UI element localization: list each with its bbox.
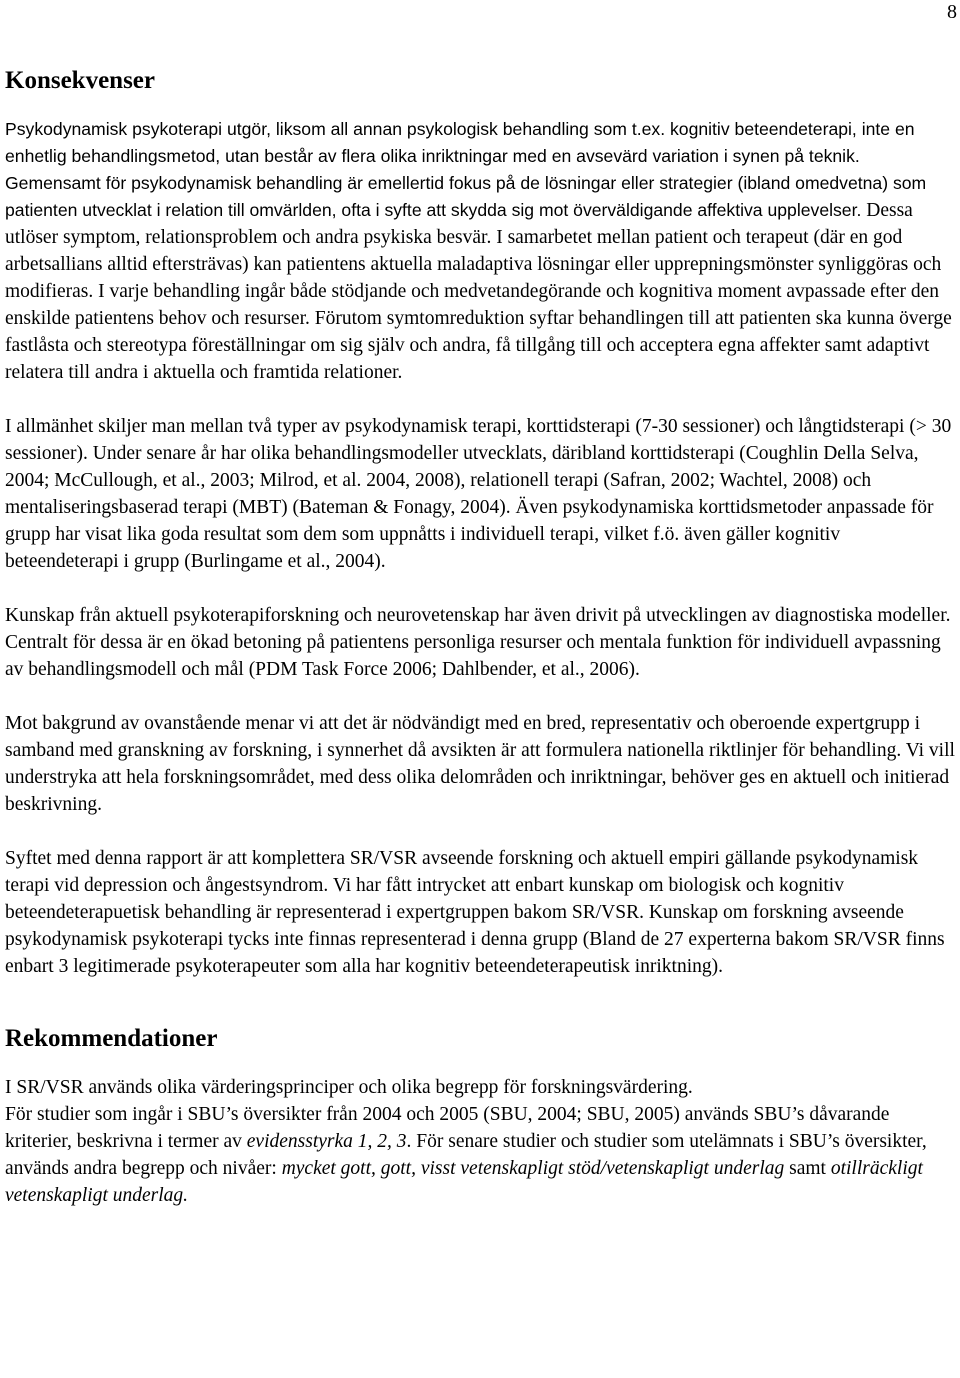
paragraph-expert-group: Mot bakgrund av ovanstående menar vi att det är nödvändigt med en bred, representativ och oberoende expertgrupp i samband med granskning av forskning, i synnerhet då avsikten är att formulera nationella riktlinjer för behandling. Vi vill understryka att hela forskningsområdet, med dess olika delområden och inriktningar, behöver ges en aktuell och initierad beskrivning. (5, 713, 955, 815)
paragraph-sans-text: Psykodynamisk psykoterapi utgör, liksom all annan psykologisk behandling som t.ex. kognitiv beteendeterapi, inte en enhetlig behandlingsmetod, utan består av flera olika inriktningar med en avsevärd variation i synen på teknik. Gemensamt för psykodynamisk behandling är emellertid fokus på de lösningar eller strategier (ibland omedvetna) som patienten utvecklat i relation till omvärlden, ofta i syfte att skydda sig mot överväldigande affektiva upplevelser. (5, 119, 927, 220)
document-body (5, 66, 955, 1209)
text-segment: . För senare studier och studier som utelämnats i SBU’s översikter, används andra begrepp och nivåer: (5, 1131, 927, 1179)
paragraph-evaluation-principles: I SR/VSR används olika värderingsprinciper och olika begrepp för forskningsvärdering. (5, 1077, 693, 1098)
paragraph-serif-text: Dessa utlöser symptom, relationsproblem och andra psykiska besvär. I samarbetet mellan patient och terapeut (där en god arbetsallians alltid eftersträvas) kan patientens aktuella maladaptiva lösningar eller upprepningsmönster synliggöras och modifieras. I varje behandling ingår både stödjande och medvetandegörande och kognitiva moment avpassade efter den enskilde patientens behov och resurser. Förutom symtomreduktion syftar behandlingen till att patienten ska kunna överge fastlåsta och stereotypa föreställningar om sig själv och andra, få tillgång till och acceptera egna affekter samt adaptivt relatera till andra i aktuella och framtida relationer. (5, 200, 952, 383)
italic-insufficient-basis: otillräckligt vetenskapligt underlag. (5, 1158, 923, 1206)
paragraph-consequences-intro (5, 116, 955, 386)
italic-evidence-levels: evidensstyrka 1, 2, 3 (246, 1131, 407, 1152)
text-segment: För studier som ingår i SBU’s översikter från 2004 och 2005 (SBU, 2004; SBU, 2005) används SBU’s dåvarande kriterier, beskrivna i termer av (5, 1104, 890, 1152)
page-number: 8 (947, 1, 957, 23)
paragraph-sbu-criteria (5, 1101, 955, 1209)
paragraph-report-purpose: Syftet med denna rapport är att komplettera SR/VSR avseende forskning och aktuell empiri gällande psykodynamisk terapi vid depression och ångestsyndrom. Vi har fått intrycket att enbart kunskap om biologisk och kognitiv beteendeterapuetisk behandling är representerad i expertgruppen bakom SR/VSR. Kunskap om forskning avseende psykodynamisk psykoterapi tycks inte finnas representerad i denna grupp (Bland de 27 experterna bakom SR/VSR finns enbart 3 legitimerade psykoterapeuter som alla har kognitiv beteendeterapeutisk inriktning). (5, 848, 945, 977)
section-heading-konsekvenser: Konsekvenser (5, 67, 155, 94)
paragraph-diagnostic-models: Kunskap från aktuell psykoterapiforskning och neurovetenskap har även drivit på utvecklingen av diagnostiska modeller. Centralt för dessa är en ökad betoning på patientens personliga resurser och mentala funktion för individuell avpassning av behandlingsmodell och mål (PDM Task Force 2006; Dahlbender, et al., 2006). (5, 605, 951, 680)
paragraph-therapy-types: I allmänhet skiljer man mellan två typer av psykodynamisk terapi, korttidsterapi (7-30 sessioner) och långtidsterapi (> 30 sessioner). Under senare år har olika behandlingsmodeller utvecklats, däribland korttidsterapi (Coughlin Della Selva, 2004; McCullough, et al., 2003; Milrod, et al. 2004, 2008), relationell terapi (Safran, 2002; Wachtel, 2008) och mentaliseringsbaserad terapi (MBT) (Bateman & Fonagy, 2004). Även psykodynamiska korttidsmetoder anpassade för grupp har visat lika goda resultat som dem som uppnåtts i individuell terapi, vilket f.ö. även gäller kognitiv beteendeterapi i grupp (Burlingame et al., 2004). (5, 416, 952, 572)
italic-support-levels: mycket gott, gott, visst vetenskapligt stöd/vetenskapligt underlag (281, 1158, 785, 1179)
section-heading-rekommendationer: Rekommendationer (5, 1025, 218, 1052)
text-segment: samt (784, 1158, 831, 1179)
